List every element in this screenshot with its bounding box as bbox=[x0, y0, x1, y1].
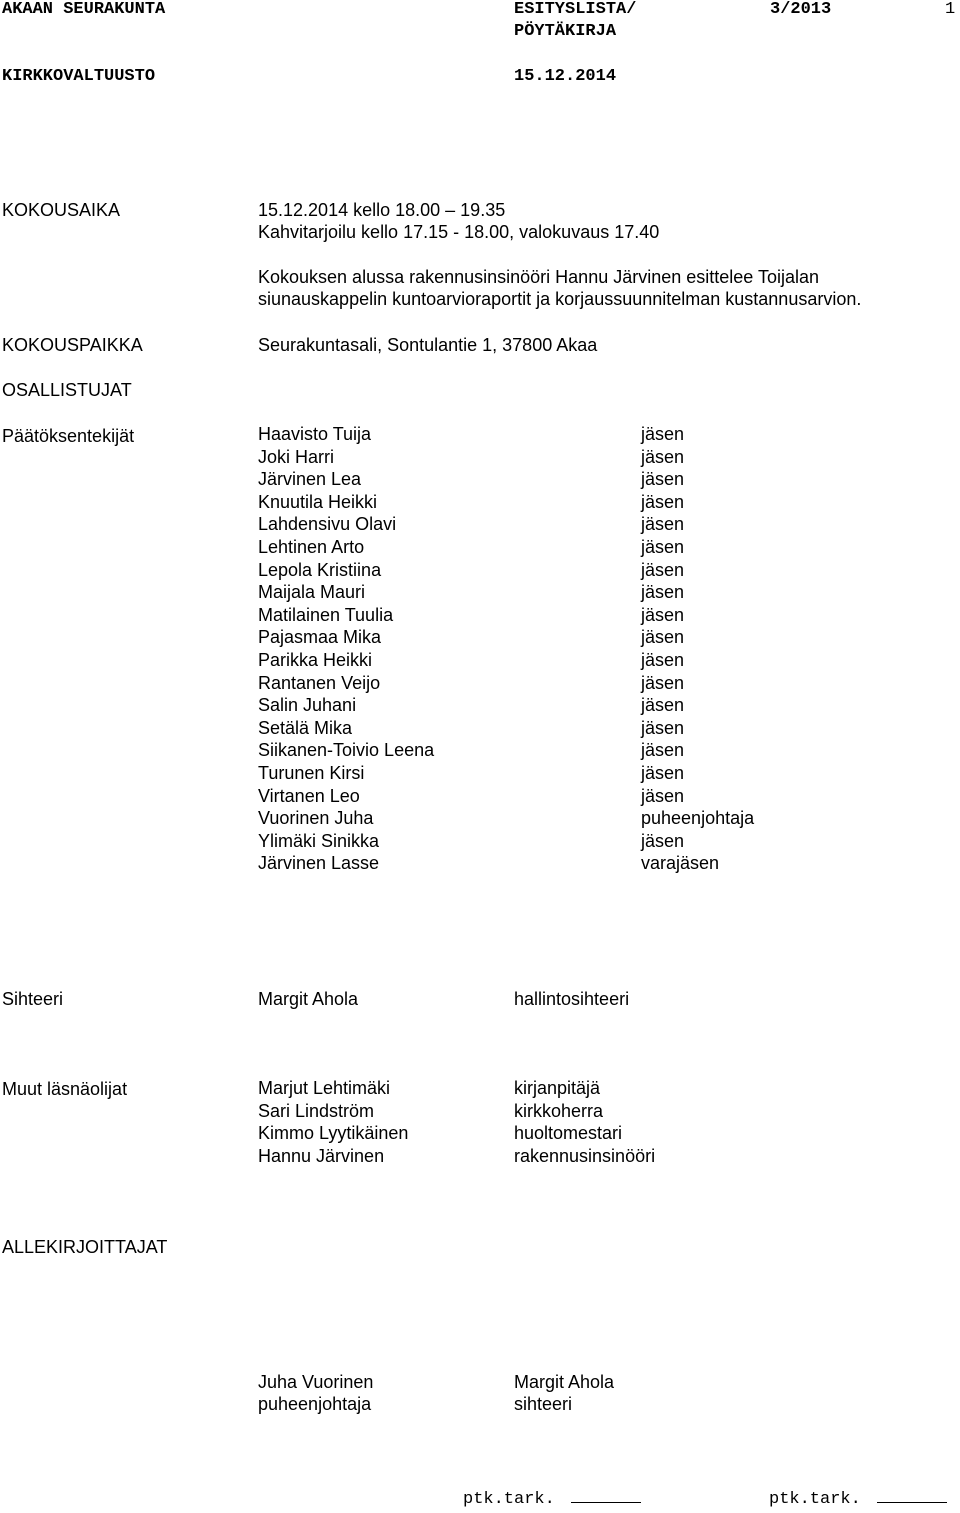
meeting-place-value: Seurakuntasali, Sontulantie 1, 37800 Akaa bbox=[258, 335, 598, 355]
meeting-time-label: KOKOUSAIKA bbox=[2, 200, 121, 220]
other-role: kirkkoherra bbox=[514, 1100, 604, 1121]
member-name: Salin Juhani bbox=[258, 695, 357, 716]
member-role: jäsen bbox=[641, 649, 685, 670]
others-role-list bbox=[514, 1077, 655, 1167]
secretary-role: hallintosihteeri bbox=[514, 989, 630, 1009]
member-name: Haavisto Tuija bbox=[258, 424, 372, 444]
member-role: jäsen bbox=[641, 672, 685, 693]
member-name-list bbox=[258, 423, 434, 875]
member-name: Parikka Heikki bbox=[258, 649, 373, 670]
minutes-check-2 bbox=[769, 1488, 947, 1511]
secretary-name: Margit Ahola bbox=[258, 989, 359, 1009]
member-role: jäsen bbox=[641, 446, 685, 467]
signatories-heading: ALLEKIRJOITTAJAT bbox=[2, 1237, 168, 1257]
governing-body: KIRKKOVALTUUSTO bbox=[2, 67, 156, 86]
member-role-list bbox=[641, 423, 754, 875]
deciders-label: Päätöksentekijät bbox=[2, 426, 135, 446]
coffee-info: Kahvitarjoilu kello 17.15 - 18.00, valokuvaus 17.40 bbox=[258, 222, 660, 242]
org-name: AKAAN SEURAKUNTA bbox=[2, 0, 166, 19]
member-role: jäsen bbox=[641, 785, 685, 806]
signer2-name: Margit Ahola bbox=[514, 1372, 615, 1392]
member-role: jäsen bbox=[641, 536, 685, 557]
minutes-check-label: ptk.tark. bbox=[463, 1490, 555, 1509]
others-name-list bbox=[258, 1077, 408, 1167]
meeting-time-value: 15.12.2014 kello 18.00 – 19.35 bbox=[258, 200, 506, 220]
member-role: jäsen bbox=[641, 604, 685, 625]
member-role: jäsen bbox=[641, 740, 685, 761]
minutes-check-1 bbox=[463, 1488, 641, 1511]
member-name: Turunen Kirsi bbox=[258, 762, 365, 783]
member-name: Järvinen Lasse bbox=[258, 853, 380, 874]
member-role: varajäsen bbox=[641, 853, 720, 874]
member-role: jäsen bbox=[641, 627, 685, 648]
signer1-role: puheenjohtaja bbox=[258, 1394, 372, 1414]
secretary-label: Sihteeri bbox=[2, 989, 64, 1009]
other-name: Marjut Lehtimäki bbox=[258, 1078, 391, 1098]
member-name: Lehtinen Arto bbox=[258, 536, 365, 557]
member-name: Lepola Kristiina bbox=[258, 559, 382, 580]
member-name: Maijala Mauri bbox=[258, 582, 366, 603]
member-name: Järvinen Lea bbox=[258, 469, 362, 490]
meeting-place-label: KOKOUSPAIKKA bbox=[2, 335, 143, 355]
member-name: Knuutila Heikki bbox=[258, 491, 378, 512]
header-date: 15.12.2014 bbox=[514, 67, 617, 86]
page-number: 1 bbox=[945, 0, 956, 19]
other-role: rakennusinsinööri bbox=[514, 1145, 656, 1166]
other-name: Sari Lindström bbox=[258, 1100, 375, 1121]
member-role: jäsen bbox=[641, 695, 685, 716]
other-role: huoltomestari bbox=[514, 1123, 623, 1144]
member-name: Siikanen-Toivio Leena bbox=[258, 740, 435, 761]
member-role: jäsen bbox=[641, 491, 685, 512]
others-label: Muut läsnäolijat bbox=[2, 1079, 128, 1099]
member-name: Pajasmaa Mika bbox=[258, 627, 382, 648]
other-name: Kimmo Lyytikäinen bbox=[258, 1123, 409, 1144]
member-role: jäsen bbox=[641, 717, 685, 738]
member-name: Vuorinen Juha bbox=[258, 808, 374, 829]
initials-line bbox=[877, 1488, 947, 1503]
other-name: Hannu Järvinen bbox=[258, 1145, 385, 1166]
participants-heading: OSALLISTUJAT bbox=[2, 380, 132, 400]
member-name: Virtanen Leo bbox=[258, 785, 360, 806]
member-role: jäsen bbox=[641, 469, 685, 490]
signer1-name: Juha Vuorinen bbox=[258, 1372, 374, 1392]
member-role: jäsen bbox=[641, 424, 685, 444]
member-name: Setälä Mika bbox=[258, 717, 353, 738]
member-name: Matilainen Tuulia bbox=[258, 604, 394, 625]
initials-line bbox=[571, 1488, 641, 1503]
doc-type-line2: PÖYTÄKIRJA bbox=[514, 22, 617, 41]
member-role: jäsen bbox=[641, 582, 685, 603]
member-role: jäsen bbox=[641, 559, 685, 580]
signer2-role: sihteeri bbox=[514, 1394, 573, 1414]
minutes-check-label: ptk.tark. bbox=[769, 1490, 861, 1509]
member-name: Joki Harri bbox=[258, 446, 335, 467]
meeting-note-line1: Kokouksen alussa rakennusinsinööri Hannu Järvinen esittelee Toijalan bbox=[258, 267, 820, 287]
other-role: kirjanpitäjä bbox=[514, 1078, 601, 1098]
member-name: Rantanen Veijo bbox=[258, 672, 381, 693]
meeting-number: 3/2013 bbox=[770, 0, 832, 19]
meeting-note-line2: siunauskappelin kuntoarvioraportit ja korjaussuunnitelman kustannusarvion. bbox=[258, 289, 862, 309]
member-name: Lahdensivu Olavi bbox=[258, 514, 397, 535]
member-name: Ylimäki Sinikka bbox=[258, 830, 380, 851]
member-role: puheenjohtaja bbox=[641, 808, 755, 829]
member-role: jäsen bbox=[641, 762, 685, 783]
member-role: jäsen bbox=[641, 514, 685, 535]
doc-type-line1: ESITYSLISTA/ bbox=[514, 0, 637, 19]
member-role: jäsen bbox=[641, 830, 685, 851]
